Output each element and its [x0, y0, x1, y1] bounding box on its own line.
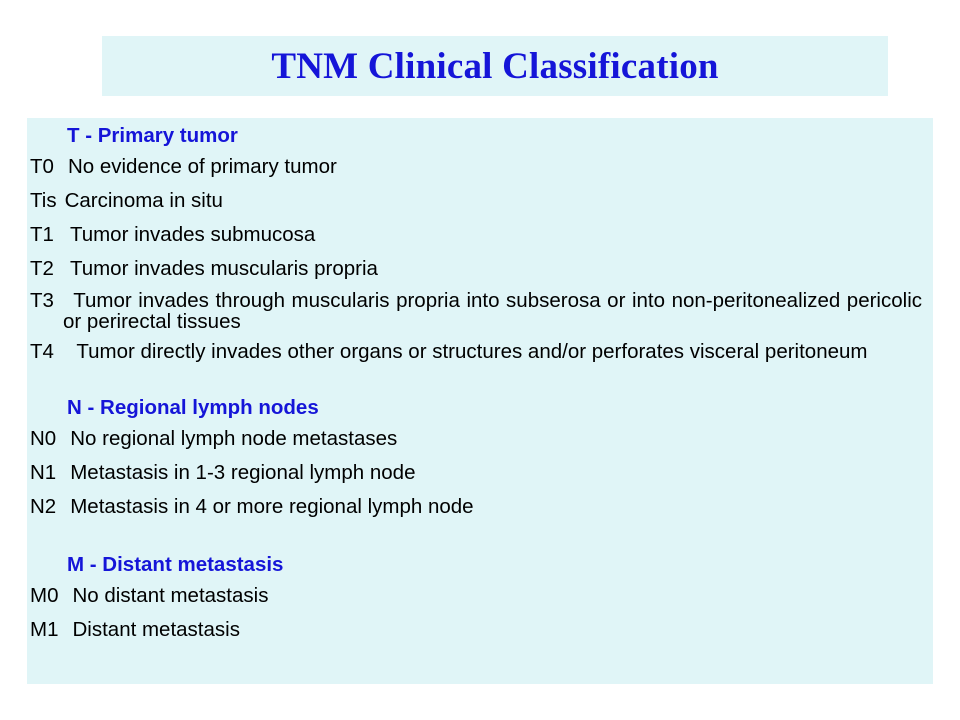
- list-item: [30, 494, 922, 519]
- item-text: No evidence of primary tumor: [67, 155, 337, 178]
- item-code: T1: [30, 223, 54, 246]
- item-code: N0: [30, 427, 57, 450]
- section-n: [30, 395, 922, 519]
- section-t: [30, 123, 922, 362]
- section-heading: M - Distant metastasis: [67, 553, 284, 576]
- item-text: Distant metastasis: [72, 618, 240, 641]
- list-item: [30, 617, 922, 642]
- list-item: [30, 460, 922, 485]
- item-code: Tis: [30, 189, 57, 212]
- list-item: [30, 222, 922, 247]
- item-code: M0: [30, 584, 59, 607]
- section-heading: N - Regional lymph nodes: [67, 396, 319, 419]
- page-title: TNM Clinical Classification: [271, 45, 719, 87]
- item-code: T0: [30, 155, 54, 178]
- item-code: M1: [30, 618, 59, 641]
- list-item: [30, 290, 922, 332]
- list-item: [30, 188, 922, 213]
- item-text: Metastasis in 1-3 regional lymph node: [70, 461, 416, 484]
- section-heading: T - Primary tumor: [67, 124, 238, 147]
- list-item: [30, 154, 922, 179]
- list-item: [30, 256, 922, 281]
- item-text: Tumor invades muscularis propria: [69, 257, 378, 280]
- item-text: Tumor invades submucosa: [69, 223, 316, 246]
- item-text: Tumor invades through muscularis propria into subserosa or into non-peritonealized pericolic or perirectal tissues: [63, 289, 922, 333]
- item-code: N1: [30, 461, 57, 484]
- classification-content: [30, 123, 922, 642]
- classification-panel: [27, 118, 933, 684]
- list-item: [30, 426, 922, 451]
- item-text: No regional lymph node metastases: [70, 427, 398, 450]
- item-code: T4: [30, 340, 54, 363]
- section-m: [30, 552, 922, 642]
- list-item: [30, 583, 922, 608]
- item-code: T3: [30, 289, 54, 312]
- item-code: T2: [30, 257, 54, 280]
- item-text: Carcinoma in situ: [64, 189, 223, 212]
- title-panel: [102, 36, 888, 96]
- item-text: Tumor directly invades other organs or structures and/or perforates visceral peritoneum: [76, 340, 868, 363]
- item-text: Metastasis in 4 or more regional lymph node: [70, 495, 474, 518]
- list-item: [30, 341, 922, 362]
- item-code: N2: [30, 495, 57, 518]
- item-text: No distant metastasis: [72, 584, 269, 607]
